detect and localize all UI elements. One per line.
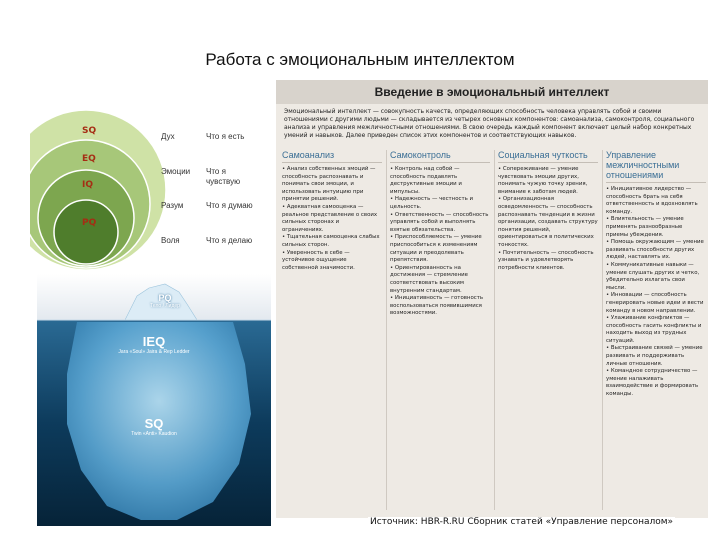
row-left-1: Эмоции <box>161 167 191 176</box>
column-item: • Сопереживание — умение чувствовать эмоции других, понимать чужую точку зрения, внимание к заботам людей. <box>498 166 588 195</box>
row-right-0: Что я есть <box>206 132 245 141</box>
circle-label-pq: PQ <box>82 218 97 228</box>
row-left-2: Разум <box>161 201 184 210</box>
concentric-circles-diagram <box>30 108 270 278</box>
column-title: Самоконтроль <box>390 150 490 163</box>
column-item: • Адекватная самооценка — реальное представление о своих сильных сторонах и ограничениях. <box>282 203 378 233</box>
column-item: • Контроль над собой — способность подавлять деструктивные эмоции и импульсы. <box>390 166 462 195</box>
column-item: • Почтительность — способность узнавать и удовлетворять потребности клиентов. <box>498 249 594 271</box>
column-item: • Тщательная самооценка слабых сильных сторон. <box>282 234 380 248</box>
row-right-2: Что я думаю <box>206 201 253 210</box>
source-caption: Источник: HBR-R.RU Сборник статей «Управление персоналом» <box>370 517 674 527</box>
column-item: • Выстраивание связей — умение развивать и поддерживать личные отношения. <box>606 345 703 367</box>
column-item: • Организационная осведомленность — способность распознавать тенденции в жизни организации, создавать структуру понятия решений, ориентироваться в политических тонкостях. <box>498 196 598 248</box>
circle-pq <box>54 200 118 264</box>
column-item: • Влиятельность — умение применять разнообразные приемы убеждения. <box>606 216 684 238</box>
iceberg-tip-sub: Тело / Лидер <box>150 303 180 309</box>
column-relationship-management <box>606 150 706 399</box>
circle-label-eq: EQ <box>82 154 96 164</box>
iceberg-bottom-title: SQ <box>144 416 164 431</box>
iceberg-graphic <box>37 274 271 526</box>
circle-label-sq: SQ <box>82 126 97 136</box>
column-divider <box>386 150 387 510</box>
column-item: • Приспособляемость — умение приспособиться к изменениям ситуации и преодолевать препятствия. <box>390 234 482 264</box>
iceberg-tip-text <box>145 293 185 309</box>
column-body <box>606 186 706 399</box>
iceberg-middle-title: IEQ <box>142 334 166 349</box>
iceberg-tip-title: PQ <box>158 293 172 303</box>
iceberg-bottom-text <box>119 416 189 438</box>
column-divider <box>602 150 603 510</box>
row-left-0: Дух <box>161 132 175 141</box>
column-body <box>390 166 490 318</box>
column-self-analysis <box>282 150 382 272</box>
iceberg-middle-text <box>109 334 199 356</box>
row-left-3: Воля <box>161 236 180 245</box>
column-body <box>498 166 598 272</box>
column-item: • Инновации — способность генерировать новые идеи и вести команду в новом направлении. <box>606 292 704 314</box>
article-panel <box>276 80 708 518</box>
iceberg-illustration <box>37 274 271 526</box>
column-social-awareness <box>498 150 598 272</box>
column-divider <box>494 150 495 510</box>
column-item: • Командное сотрудничество — умение налаживать взаимодействие и формировать команды. <box>606 368 699 398</box>
iceberg-middle-sub: Jara «Soul» Jaira & Rep Ledder <box>118 349 190 355</box>
circle-label-iq: IQ <box>82 180 93 190</box>
article-title: Введение в эмоциональный интеллект <box>276 80 708 104</box>
row-right-3: Что я делаю <box>206 236 253 245</box>
column-item: • Инициативное лидерство — способность брать на себя ответственность и вдохновлять команду. <box>606 186 698 215</box>
column-item: • Улаживание конфликтов — способность гасить конфликты и находить выход из трудных ситуаций. <box>606 315 702 344</box>
slide-title: Работа с эмоциональным интеллектом <box>205 50 515 69</box>
column-item: • Помощь окружающим — умение развивать способности других людей, наставлять их. <box>606 239 704 261</box>
column-item: • Анализ собственных эмоций — способность распознавать и понимать свои эмоции, и использовать интуицию при принятии решений. <box>282 166 376 203</box>
column-title: Социальная чуткость <box>498 150 598 163</box>
column-body <box>282 166 382 272</box>
article-intro: Эмоциональный интеллект — совокупность качеств, определяющих способность человека управлять собой и своими отношениями с другими людьми — складывается из четырех основных компонентов: самоанализа, самоконтроля, социального анализа и управления межличностными отношениями. В свою очередь каждый компонент включает целый набор конкретных умений и навыков. Далее приведен список этих компонентов и соответствующих навыков. <box>284 108 695 139</box>
column-title: Управление межличностными отношениями <box>606 150 706 183</box>
row-right-1: Что я чувствую <box>206 167 241 186</box>
column-item: • Ориентированность на достижения — стремление соответствовать высоким внутренним стандартам. <box>390 264 468 294</box>
column-title: Самоанализ <box>282 150 382 163</box>
column-item: • Инициативность — готовность воспользоваться появившимися возможностями. <box>390 295 484 317</box>
column-item: • Уверенность в себе — устойчивое ощущение собственной значимости. <box>282 249 355 271</box>
column-self-control <box>390 150 490 318</box>
column-item: • Надежность — честность и цельность. <box>390 196 473 210</box>
iceberg-bottom-sub: Twin «Anti» Kaudion <box>131 431 177 437</box>
column-item: • Коммуникативные навыки — умение слушать других и четко, убедительно излагать свои мысли. <box>606 261 700 291</box>
column-item: • Ответственность — способность управлять собой и выполнять взятые обязательства. <box>390 211 489 233</box>
